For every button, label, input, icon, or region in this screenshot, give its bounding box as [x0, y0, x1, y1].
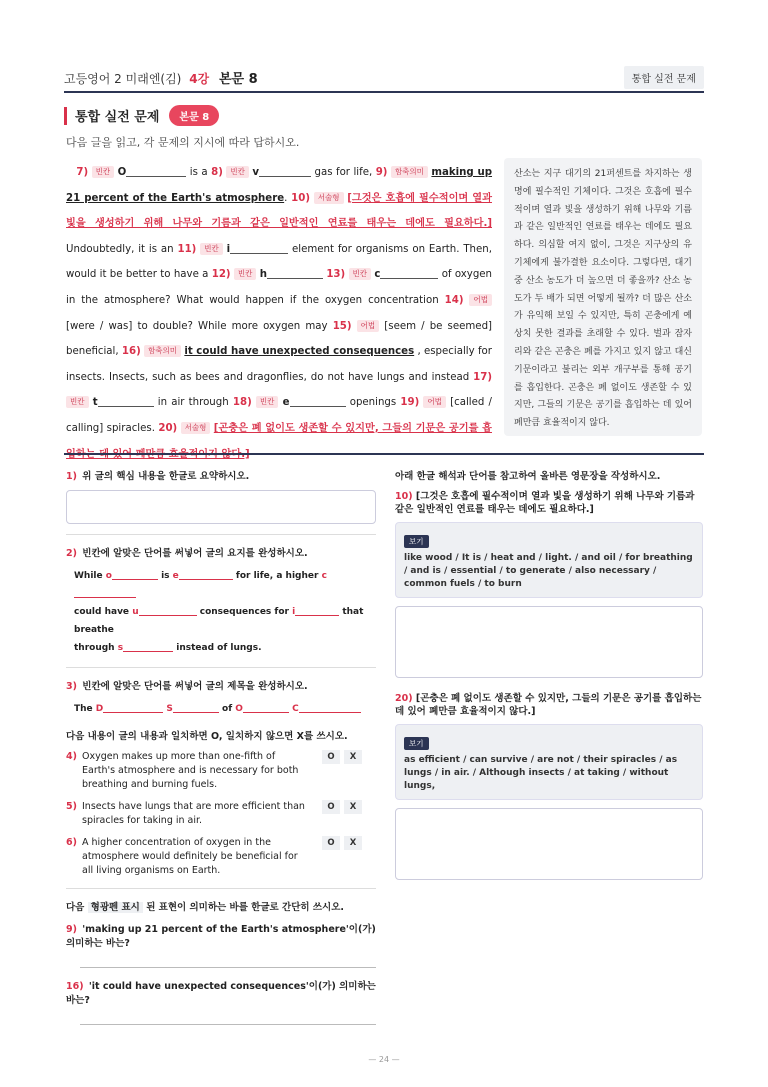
- question-9: [66, 921, 376, 949]
- summary-blank[interactable]: [179, 569, 233, 580]
- question-number: 9): [66, 924, 77, 935]
- blank-hint: o: [105, 571, 112, 581]
- blank-hint: O: [117, 167, 127, 178]
- page-header: [64, 64, 704, 90]
- grammar-tag: 어법: [357, 320, 380, 332]
- summary-text: consequences for: [199, 607, 289, 617]
- question-number: 5): [66, 801, 77, 812]
- ox-options: [322, 836, 362, 878]
- title-text: of: [222, 704, 233, 714]
- summary-blank[interactable]: [139, 605, 197, 616]
- passage-text: gas for life,: [314, 167, 373, 178]
- implication-heading: [66, 899, 376, 913]
- question-number: 17): [473, 371, 492, 383]
- answer-line-16[interactable]: [80, 1024, 376, 1025]
- passage-text: Undoubtedly, it is an: [66, 243, 174, 255]
- question-number: 20): [395, 693, 413, 704]
- section-title: [64, 105, 219, 126]
- summary-text: is: [161, 571, 170, 581]
- right-questions: [395, 468, 703, 880]
- question-10: [395, 490, 703, 516]
- summary-text: instead of lungs.: [176, 643, 262, 653]
- summary-text: While: [74, 571, 103, 581]
- divider: [66, 667, 376, 668]
- blank-hint: u: [132, 607, 139, 617]
- question-number: 3): [66, 681, 77, 692]
- blank-tag: 빈칸: [66, 396, 89, 408]
- blank-tag: 빈칸: [92, 166, 115, 178]
- passage-text: , especially for insects. Insects, such as bees and dragonflies, do not have lungs and instead: [66, 346, 492, 383]
- blank-tag: 빈칸: [234, 268, 257, 280]
- word-box-label: 보기: [404, 737, 429, 750]
- blank-hint: e: [172, 571, 179, 581]
- grammar-tag: 어법: [423, 396, 446, 408]
- question-text: 'it could have unexpected consequences'이(가) 의미하는 바는?: [66, 981, 376, 1006]
- passage-text: element for organisms on Earth. Then, would it be better to have a: [66, 243, 492, 281]
- implication-tag: 함축의미: [391, 166, 428, 178]
- passage-text: beneficial,: [66, 346, 119, 358]
- translation-box: 산소는 지구 대기의 21퍼센트를 차지하는 생명에 필수적인 기체이다. 그것은 호흡에 필수적이며 열과 빛을 생성하기 위해 나무와 기름과 같은 일반적인 연료를 태우는 데에도 필요하다. 의심할 여지 없이, 그것은 지구상의 유기체에게 불가결한 요소이다. 그렇다면, 대기 중 산소 농도가 더 높으면 더 좋을까? 산소 농도가 두 배가 되면 어떻게 될까? 더 많은 산소가 유익해 보일 수 있지만, 특히 곤충에게 예상치 못한 결과를 초래할 수 있다. 벌과 잠자리와 같은 곤충은 폐를 가지고 있지 않고 대신 기문이라고 불리는 외부 개구부를 통해 공기를 흡입한다. 곤충은 폐 없이도 생존할 수 있지만, 그들의 기문은 공기를 흡입하는 데 있어 폐만큼 효율적이지 않다.: [504, 158, 702, 436]
- section-divider: [64, 453, 704, 455]
- book-name: 고등영어 2 미래엔(김): [64, 71, 182, 86]
- o-option[interactable]: O: [322, 800, 340, 814]
- divider: [66, 534, 376, 535]
- blank-hint: h: [259, 269, 267, 281]
- question-number: 16): [66, 981, 84, 992]
- question-number: 13): [326, 269, 346, 281]
- title-line: [74, 700, 376, 718]
- summary-text: that breathe: [74, 607, 364, 635]
- question-number: 18): [232, 397, 252, 409]
- blank-hint: i: [292, 607, 296, 617]
- essay-sentence-20: [곤충은 폐 없이도 생존할 수 있지만, 그들의 기문은 공기를 흡: [213, 422, 492, 434]
- section-pill: 본문 8: [169, 105, 219, 126]
- instruction: 다음 글을 읽고, 각 문제의 지시에 따라 답하시오.: [66, 136, 300, 149]
- question-1: [66, 468, 376, 482]
- blank-tag: 빈칸: [349, 268, 372, 280]
- blank-13[interactable]: [380, 267, 438, 279]
- summary-blank[interactable]: [123, 641, 173, 652]
- passage-text: .: [284, 192, 288, 204]
- question-number: 16): [121, 346, 141, 358]
- ox-statement: Insects have lungs that are more efficient than spiracles for taking in air.: [82, 801, 305, 826]
- blank-8[interactable]: [259, 165, 311, 177]
- ox-options: [322, 800, 362, 828]
- question-text: 빈칸에 알맞은 단어를 써넣어 글의 제목을 완성하시오.: [82, 681, 308, 692]
- word-box-label: 보기: [404, 535, 429, 548]
- essay-sentence-10: [그것은 호흡에 필수적이며 열과 빛을 생성하기 위해 나무와 기름과 같은 일반적인 연료를 태우는 데에도 필요하다.]: [66, 192, 492, 230]
- question-number: 10): [395, 491, 413, 502]
- title-blank[interactable]: [299, 702, 361, 713]
- summary-blank[interactable]: [74, 587, 136, 598]
- passage: [66, 160, 492, 467]
- title-text: The: [74, 704, 93, 714]
- header-divider: [64, 91, 704, 93]
- heading-text: 된 표현이 의미하는 바를 한글로 간단히 쓰시오.: [146, 902, 345, 913]
- blank-hint: c: [321, 571, 327, 581]
- question-number: 12): [211, 269, 231, 281]
- word-box-20: [395, 724, 703, 800]
- blank-11[interactable]: [230, 242, 288, 254]
- blank-hint: s: [117, 643, 124, 653]
- passage-text: of oxygen in the atmosphere? What would happen if the oxygen concentration: [66, 269, 493, 306]
- question-20: [395, 692, 703, 718]
- x-option[interactable]: X: [344, 836, 362, 850]
- question-number: 9): [375, 167, 388, 178]
- question-number: 8): [211, 167, 223, 178]
- blank-12[interactable]: [267, 267, 323, 279]
- question-number: 15): [332, 320, 352, 332]
- summary-text: for life, a higher: [235, 571, 319, 581]
- blank-hint: e: [282, 397, 290, 409]
- left-questions: [66, 468, 376, 1035]
- x-option[interactable]: X: [344, 750, 362, 764]
- blank-hint: v: [252, 167, 260, 178]
- o-option[interactable]: O: [322, 750, 340, 764]
- o-option[interactable]: O: [322, 836, 340, 850]
- summary-line-1: [74, 567, 376, 603]
- blank-hint: S: [166, 704, 173, 714]
- implication-tag: 함축의미: [144, 345, 181, 357]
- blank-hint: i: [226, 243, 231, 255]
- passage-text: is a: [189, 167, 208, 178]
- passage-text: spiracles.: [106, 422, 155, 434]
- question-3: [66, 678, 376, 692]
- ox-statement: A higher concentration of oxygen in the atmosphere would definitely be beneficial for all living organisms on Earth.: [82, 837, 298, 876]
- essay-tag: 서술형: [181, 422, 211, 434]
- highlight-label: 형광펜 표시: [88, 902, 143, 913]
- question-text: 빈칸에 알맞은 단어를 써넣어 글의 요지를 완성하시오.: [82, 548, 308, 559]
- word-list: as efficient / can survive / are not / their spiracles / as lungs / in air. / Although insects / at taking / without lungs,: [404, 755, 678, 791]
- book-title: [64, 68, 258, 87]
- grammar-choice-14[interactable]: [were / was]: [66, 320, 133, 332]
- summary-blank[interactable]: [112, 569, 158, 580]
- blank-17[interactable]: [98, 395, 154, 407]
- blank-hint: c: [374, 269, 381, 281]
- question-2: [66, 545, 376, 559]
- question-text: 'making up 21 percent of the Earth's atmosphere'이(가) 의미하는 바는?: [66, 924, 376, 949]
- question-number: 11): [177, 243, 197, 255]
- passage-text: openings: [349, 397, 397, 409]
- question-number: 10): [291, 192, 310, 204]
- title-blank[interactable]: [243, 702, 289, 713]
- header-tag: 통합 실전 문제: [624, 66, 704, 89]
- page-number: — 24 —: [368, 1055, 400, 1064]
- implication-text-9: making up 21 percent of the Earth's atmosphere: [66, 167, 493, 204]
- summary-text: could have: [74, 607, 130, 617]
- word-list: like wood / It is / heat and / light. / and oil / for breathing / and is / essential / to generate / also necessary / common fuels / to burn: [404, 553, 693, 589]
- question-number: 6): [66, 837, 77, 848]
- essay-tag: 서술형: [314, 192, 344, 204]
- blank-hint: O: [235, 704, 243, 714]
- ox-item-5: [66, 800, 376, 828]
- question-number: 2): [66, 548, 77, 559]
- passage-text: to double? While more oxygen may: [137, 320, 328, 332]
- question-number: 19): [400, 397, 420, 409]
- question-number: 20): [158, 422, 178, 434]
- divider: [66, 888, 376, 889]
- question-text: [그것은 호흡에 필수적이며 열과 빛을 생성하기 위해 나무와 기름과 같은 일반적인 연료를 태우는 데에도 필요하다.]: [395, 491, 695, 515]
- grammar-tag: 어법: [469, 294, 492, 306]
- ox-heading: 다음 내용이 글의 내용과 일치하면 O, 일치하지 않으면 X를 쓰시오.: [66, 731, 348, 742]
- lesson-name: 본문 8: [218, 71, 258, 87]
- summary-line-2: [74, 603, 376, 639]
- section-accent-bar: [64, 107, 67, 125]
- answer-line-9[interactable]: [80, 967, 376, 968]
- question-text: [곤충은 폐 없이도 생존할 수 있지만, 그들의 기문은 공기를 흡입하는 데 있어 폐만큼 효율적이지 않다.]: [395, 693, 702, 717]
- blank-hint: D: [95, 704, 104, 714]
- implication-text-16: it could have unexpected consequences: [184, 346, 415, 358]
- composition-heading: 아래 한글 해석과 단어를 참고하여 올바른 영문장을 작성하시오.: [395, 471, 661, 482]
- question-number: 4): [66, 751, 77, 762]
- blank-7[interactable]: [126, 165, 186, 177]
- section-title-text: 통합 실전 문제: [75, 110, 160, 125]
- ox-item-4: [66, 750, 376, 792]
- x-option[interactable]: X: [344, 800, 362, 814]
- blank-hint: C: [292, 704, 299, 714]
- blank-tag: 빈칸: [226, 166, 249, 178]
- heading-text: 다음: [66, 902, 85, 913]
- blank-tag: 빈칸: [200, 243, 223, 255]
- blank-18[interactable]: [290, 395, 346, 407]
- answer-box-20[interactable]: [395, 808, 703, 880]
- grammar-choice-15[interactable]: [seem / be seemed]: [384, 320, 493, 332]
- answer-box-1[interactable]: [66, 490, 376, 524]
- passage-text: in air through: [157, 397, 229, 409]
- question-number: 14): [444, 294, 464, 306]
- question-number: 7): [76, 167, 89, 178]
- grammar-choice-19[interactable]: [called / calling]: [66, 397, 492, 434]
- question-number: 1): [66, 471, 77, 482]
- blank-tag: 빈칸: [256, 396, 279, 408]
- summary-text: through: [74, 643, 115, 653]
- summary-blank[interactable]: [295, 605, 339, 616]
- question-16: [66, 978, 376, 1006]
- word-box-10: [395, 522, 703, 598]
- question-text: 위 글의 핵심 내용을 한글로 요약하시오.: [82, 471, 250, 482]
- summary-line-3: [74, 639, 376, 657]
- title-blank[interactable]: [173, 702, 219, 713]
- answer-box-10[interactable]: [395, 606, 703, 678]
- ox-options: [322, 750, 362, 792]
- blank-hint: t: [92, 397, 98, 409]
- ox-item-6: [66, 836, 376, 878]
- ox-statement: Oxygen makes up more than one-fifth of Earth's atmosphere and is necessary for both breathing and burning fuels.: [82, 751, 299, 790]
- lesson-number: 4강: [189, 71, 210, 86]
- title-blank[interactable]: [103, 702, 163, 713]
